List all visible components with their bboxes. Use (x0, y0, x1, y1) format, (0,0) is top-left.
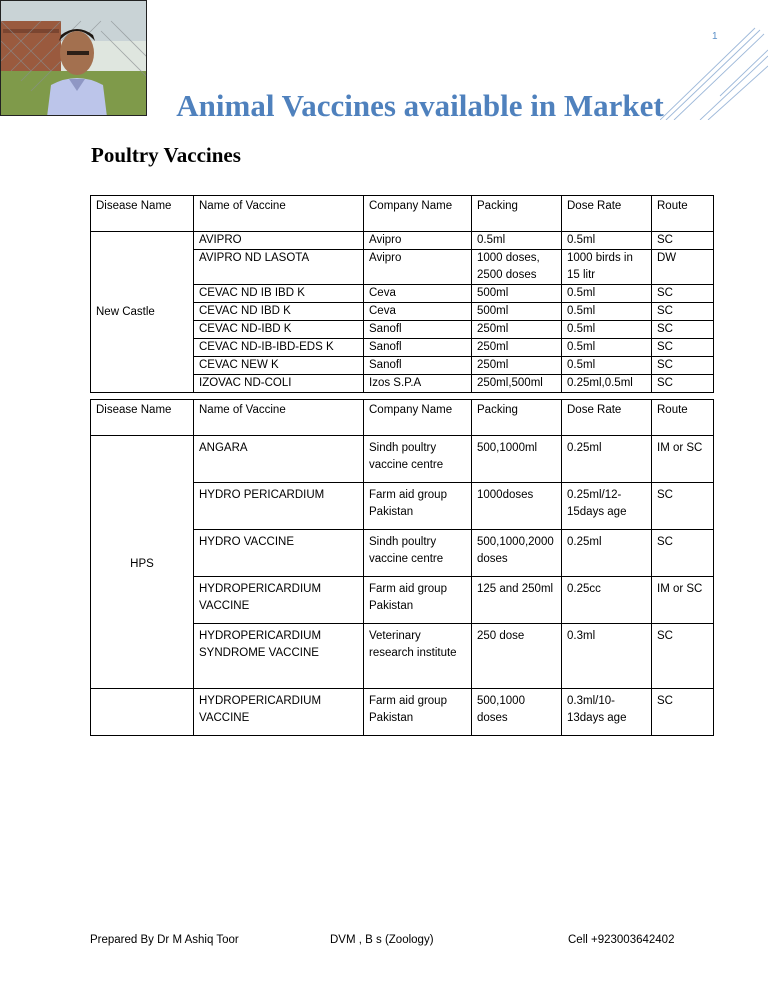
vaccine-name: IZOVAC ND-COLI (194, 375, 364, 393)
packing: 250ml (472, 357, 562, 375)
disease-cell: New Castle (91, 232, 194, 393)
footer-author: Prepared By Dr M Ashiq Toor (90, 934, 239, 946)
vaccine-name: AVIPRO (194, 232, 364, 250)
footer-cell: Cell +923003642402 (568, 934, 675, 946)
header-packing: Packing (472, 196, 562, 232)
company-name: Sindh poultry vaccine centre (364, 530, 472, 577)
packing: 125 and 250ml (472, 577, 562, 624)
route: IM or SC (652, 436, 714, 483)
route: SC (652, 321, 714, 339)
vaccine-name: CEVAC ND IBD K (194, 303, 364, 321)
header-route: Route (652, 196, 714, 232)
packing: 0.5ml (472, 232, 562, 250)
vaccine-name: CEVAC NEW K (194, 357, 364, 375)
packing: 500,1000 doses (472, 689, 562, 736)
header-company: Company Name (364, 196, 472, 232)
packing: 500ml (472, 303, 562, 321)
dose-rate: 1000 birds in 15 litr (562, 250, 652, 285)
header-disease: Disease Name (91, 196, 194, 232)
disease-cell: HPS (91, 436, 194, 689)
vaccine-name: HYDROPERICARDIUM SYNDROME VACCINE (194, 624, 364, 689)
company-name: Sanofl (364, 321, 472, 339)
table-row (91, 436, 714, 483)
company-name: Ceva (364, 303, 472, 321)
dose-rate: 0.3ml/10-13days age (562, 689, 652, 736)
route: SC (652, 232, 714, 250)
vaccine-name: CEVAC ND-IB-IBD-EDS K (194, 339, 364, 357)
vaccine-name: HYDROPERICARDIUM VACCINE (194, 577, 364, 624)
header-company: Company Name (364, 400, 472, 436)
route: SC (652, 624, 714, 689)
packing: 1000 doses, 2500 doses (472, 250, 562, 285)
route: SC (652, 357, 714, 375)
empty-disease-cell (91, 689, 194, 736)
route: SC (652, 689, 714, 736)
header-vaccine: Name of Vaccine (194, 196, 364, 232)
header-disease: Disease Name (91, 400, 194, 436)
vaccine-name: CEVAC ND-IBD K (194, 321, 364, 339)
vaccine-name: AVIPRO ND LASOTA (194, 250, 364, 285)
packing: 250 dose (472, 624, 562, 689)
page-number: 1 (712, 31, 718, 42)
dose-rate: 0.3ml (562, 624, 652, 689)
route: SC (652, 375, 714, 393)
header-dose: Dose Rate (562, 196, 652, 232)
newcastle-vaccine-table (90, 195, 714, 393)
dose-rate: 0.25ml (562, 530, 652, 577)
table-row (91, 689, 714, 736)
company-name: Sanofl (364, 339, 472, 357)
company-name: Veterinary research institute (364, 624, 472, 689)
vaccine-name: HYDRO PERICARDIUM (194, 483, 364, 530)
dose-rate: 0.25ml (562, 436, 652, 483)
dose-rate: 0.5ml (562, 339, 652, 357)
route: DW (652, 250, 714, 285)
dose-rate: 0.5ml (562, 321, 652, 339)
header-packing: Packing (472, 400, 562, 436)
packing: 500,1000ml (472, 436, 562, 483)
company-name: Izos S.P.A (364, 375, 472, 393)
dose-rate: 0.25ml,0.5ml (562, 375, 652, 393)
table-row (91, 232, 714, 250)
vaccine-name: ANGARA (194, 436, 364, 483)
packing: 250ml (472, 339, 562, 357)
company-name: Sanofl (364, 357, 472, 375)
company-name: Avipro (364, 232, 472, 250)
page-title: Animal Vaccines available in Market (176, 88, 664, 123)
packing: 250ml (472, 321, 562, 339)
header-vaccine: Name of Vaccine (194, 400, 364, 436)
packing: 250ml,500ml (472, 375, 562, 393)
dose-rate: 0.25cc (562, 577, 652, 624)
dose-rate: 0.25ml/12-15days age (562, 483, 652, 530)
packing: 1000doses (472, 483, 562, 530)
header-route: Route (652, 400, 714, 436)
route: IM or SC (652, 577, 714, 624)
dose-rate: 0.5ml (562, 357, 652, 375)
vaccine-name: HYDROPERICARDIUM VACCINE (194, 689, 364, 736)
route: SC (652, 530, 714, 577)
route: SC (652, 285, 714, 303)
company-name: Sindh poultry vaccine centre (364, 436, 472, 483)
company-name: Farm aid group Pakistan (364, 689, 472, 736)
route: SC (652, 483, 714, 530)
route: SC (652, 339, 714, 357)
dose-rate: 0.5ml (562, 232, 652, 250)
packing: 500,1000,2000 doses (472, 530, 562, 577)
vaccine-name: CEVAC ND IB IBD K (194, 285, 364, 303)
route: SC (652, 303, 714, 321)
table-header-row (91, 196, 714, 232)
vaccine-name: HYDRO VACCINE (194, 530, 364, 577)
hps-vaccine-table (90, 399, 714, 736)
footer-degree: DVM , B s (Zoology) (330, 934, 434, 946)
company-name: Farm aid group Pakistan (364, 577, 472, 624)
section-subtitle: Poultry Vaccines (91, 143, 241, 167)
company-name: Ceva (364, 285, 472, 303)
table-header-row (91, 400, 714, 436)
header-dose: Dose Rate (562, 400, 652, 436)
packing: 500ml (472, 285, 562, 303)
company-name: Farm aid group Pakistan (364, 483, 472, 530)
dose-rate: 0.5ml (562, 285, 652, 303)
dose-rate: 0.5ml (562, 303, 652, 321)
company-name: Avipro (364, 250, 472, 285)
